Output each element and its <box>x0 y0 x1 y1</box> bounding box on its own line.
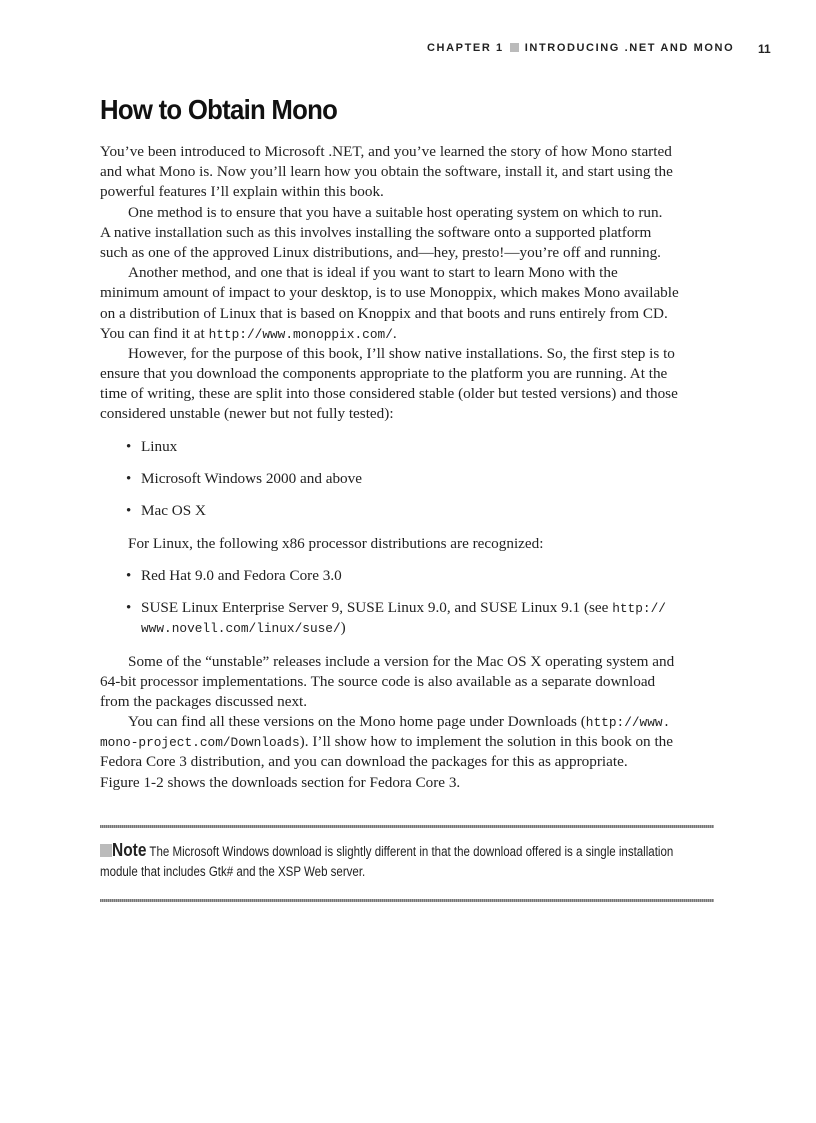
text-line <box>100 732 673 753</box>
text-line <box>100 182 384 202</box>
text-segment: considered unstable (newer but not fully tested): <box>100 405 394 422</box>
note-text-2: module that includes Gtk# and the XSP Web server. <box>100 864 366 879</box>
text-line <box>100 692 307 712</box>
url-text: http://www.monoppix.com/ <box>208 327 393 342</box>
text-line <box>100 364 667 384</box>
text-segment: powerful features I’ll explain within this book. <box>100 183 384 200</box>
note-top-rule <box>100 825 714 828</box>
bullet-item-line <box>141 566 342 586</box>
text-line <box>141 618 346 639</box>
bullet-item-line <box>141 598 666 619</box>
text-segment: 64-bit processor implementations. The source code is also available as a separate download <box>100 673 656 690</box>
text-segment: For Linux, the following x86 processor distributions are recognized: <box>128 535 544 552</box>
separator-square-icon <box>510 43 519 52</box>
text-segment: Microsoft Windows 2000 and above <box>141 470 362 487</box>
note-text-1: The Microsoft Windows download is slightly different in that the download offered is a single installation <box>149 844 674 859</box>
url-text: http://www. <box>585 715 671 730</box>
bullet-icon: • <box>126 439 132 455</box>
text-segment: You can find it at <box>100 325 209 342</box>
note-line-2 <box>100 862 365 882</box>
text-line <box>128 652 674 672</box>
text-line <box>128 203 662 223</box>
text-segment: Some of the “unstable” releases include a version for the Mac OS X operating system and <box>128 653 675 670</box>
text-segment: ). I’ll show how to implement the solution in this book on the <box>299 733 674 750</box>
text-line <box>128 263 618 283</box>
text-segment: such as one of the approved Linux distributions, and—hey, presto!—you’re off and running. <box>100 244 661 261</box>
text-segment: Figure 1-2 shows the downloads section for Fedora Core 3. <box>100 774 461 791</box>
bullet-icon: • <box>126 568 132 584</box>
text-line <box>128 534 543 554</box>
bullet-item-line <box>141 469 362 489</box>
text-segment: on a distribution of Linux that is based on Knoppix and that boots and runs entirely from CD. <box>100 305 668 322</box>
text-line <box>100 404 394 424</box>
text-segment: time of writing, these are split into those considered stable (older but tested versions) and those <box>100 385 678 402</box>
note-square-icon <box>100 844 112 857</box>
text-line <box>100 752 628 772</box>
text-line <box>128 712 670 733</box>
bullet-icon: • <box>126 600 132 616</box>
note-line-1 <box>100 840 673 862</box>
note-bottom-rule <box>100 899 714 902</box>
text-line <box>100 773 460 793</box>
text-segment: However, for the purpose of this book, I’ll show native installations. So, the first step is to <box>128 345 675 362</box>
text-line <box>100 304 668 324</box>
text-line <box>100 283 679 303</box>
running-header <box>427 42 734 54</box>
text-segment: Linux <box>141 438 178 455</box>
text-segment: ) <box>340 619 346 636</box>
text-line <box>100 162 673 182</box>
page-number: 11 <box>758 42 771 56</box>
bullet-item-line <box>141 501 206 521</box>
url-text: www.novell.com/linux/suse/ <box>141 621 341 636</box>
text-segment: ensure that you download the components appropriate to the platform you are running. At the <box>100 365 668 382</box>
url-text: http:// <box>612 601 666 616</box>
text-segment: minimum amount of impact to your desktop, is to use Monoppix, which makes Mono available <box>100 284 679 301</box>
text-line <box>100 142 672 162</box>
text-segment: Fedora Core 3 distribution, and you can download the packages for this as appropriate. <box>100 753 628 770</box>
text-segment: One method is to ensure that you have a suitable host operating system on which to run. <box>128 204 663 221</box>
text-line <box>100 223 651 243</box>
bullet-icon: • <box>126 503 132 519</box>
text-line <box>100 672 655 692</box>
url-text: mono-project.com/Downloads <box>100 735 300 750</box>
chapter-title: INTRODUCING .NET AND MONO <box>524 42 735 54</box>
text-segment: SUSE Linux Enterprise Server 9, SUSE Linux 9.0, and SUSE Linux 9.1 (see <box>141 599 613 616</box>
text-segment: from the packages discussed next. <box>100 693 308 710</box>
note-label: Note <box>112 840 147 860</box>
text-line <box>128 344 675 364</box>
bullet-icon: • <box>126 471 132 487</box>
chapter-label: CHAPTER 1 <box>427 42 504 54</box>
text-segment: and what Mono is. Now you’ll learn how you obtain the software, install it, and start using the <box>100 163 673 180</box>
text-segment: . <box>392 325 397 342</box>
text-segment: Red Hat 9.0 and Fedora Core 3.0 <box>141 567 342 584</box>
text-line <box>100 384 678 404</box>
text-line <box>100 324 397 345</box>
text-segment: Another method, and one that is ideal if you want to start to learn Mono with the <box>128 264 618 281</box>
section-heading: How to Obtain Mono <box>100 94 338 125</box>
text-line <box>100 243 661 263</box>
text-segment: You can find all these versions on the Mono home page under Downloads ( <box>128 713 586 730</box>
text-segment: You’ve been introduced to Microsoft .NET, and you’ve learned the story of how Mono started <box>100 143 672 160</box>
text-segment: A native installation such as this involves installing the software onto a supported platform <box>100 224 652 241</box>
bullet-item-line <box>141 437 177 457</box>
text-segment: Mac OS X <box>141 502 206 519</box>
